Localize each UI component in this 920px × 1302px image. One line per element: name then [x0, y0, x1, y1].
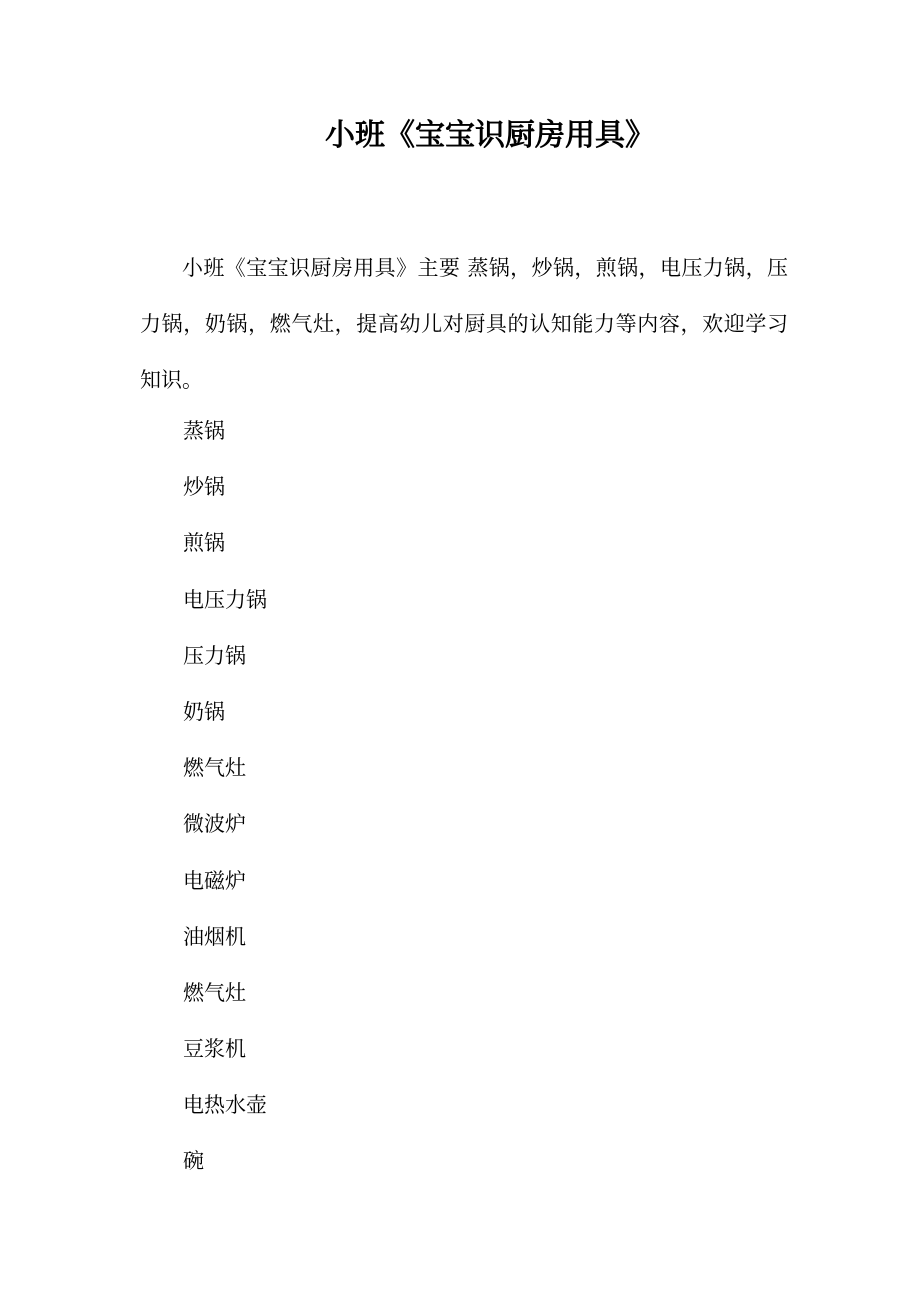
list-item: 电磁炉	[183, 868, 246, 893]
list-item: 压力锅	[183, 643, 246, 668]
list-item: 微波炉	[183, 812, 246, 837]
list-item: 燃气灶	[183, 980, 246, 1005]
list-item: 燃气灶	[183, 756, 246, 781]
intro-paragraph: 小班《宝宝识厨房用具》主要 蒸锅，炒锅，煎锅，电压力锅，压力锅，奶锅，燃气灶，提高幼儿对厨具的认知能力等内容，欢迎学习知识。	[140, 256, 788, 392]
list-item: 蒸锅	[183, 419, 225, 443]
kitchenware-list	[183, 403, 267, 1190]
list-item: 电热水壶	[183, 1093, 267, 1118]
list-item: 煎锅	[183, 531, 225, 556]
list-item: 油烟机	[183, 924, 246, 949]
list-item: 碗	[183, 1149, 204, 1174]
list-item: 电压力锅	[183, 587, 267, 612]
list-item: 豆浆机	[183, 1037, 246, 1062]
list-item: 炒锅	[183, 475, 225, 500]
page-title: 小班《宝宝识厨房用具》	[325, 118, 655, 153]
list-item: 奶锅	[183, 699, 225, 724]
